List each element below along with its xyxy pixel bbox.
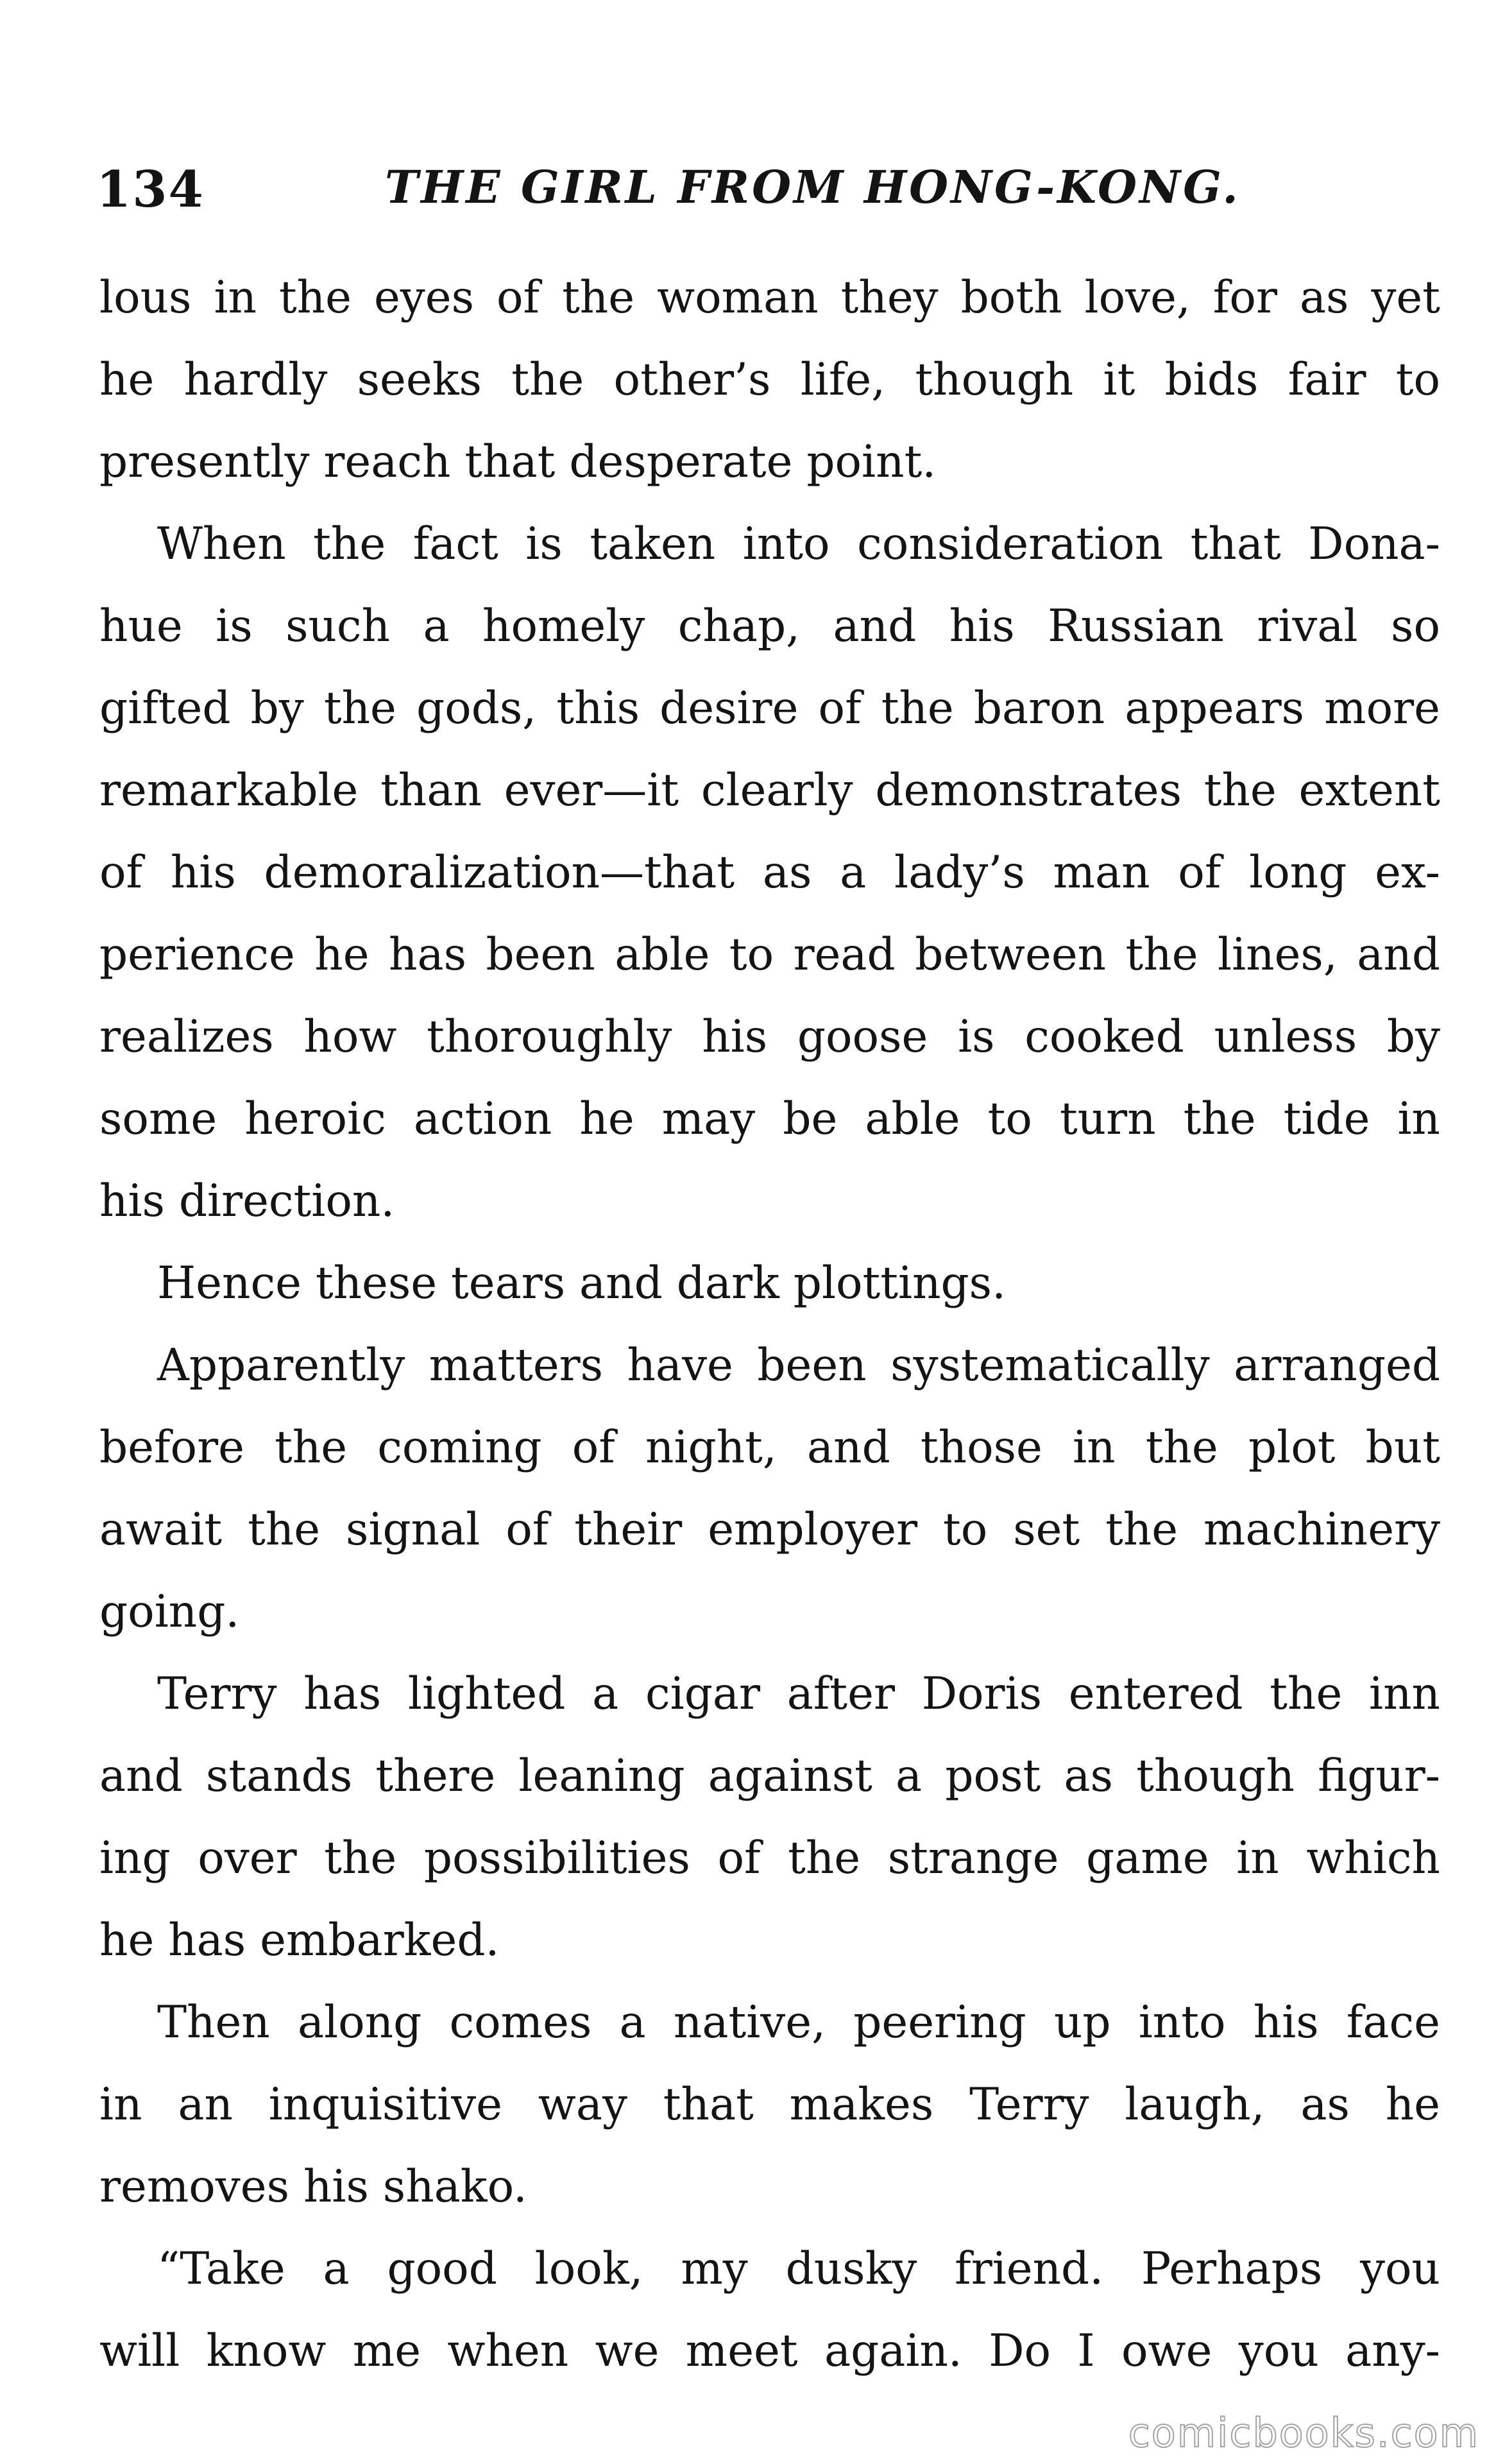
text-line: gifted by the gods, this desire of the baron appears more [99, 683, 1440, 734]
body-text [99, 257, 1440, 2392]
text-line: and stands there leaning against a post as though figur- [99, 1750, 1440, 1802]
text-line: remarkable than ever—it clearly demonstrates the extent [99, 765, 1440, 816]
text-line: removes his shako. [99, 2161, 527, 2212]
text-line: When the fact is taken into consideration that Dona- [157, 518, 1440, 570]
text-line: some heroic action he may be able to turn the tide in [99, 1093, 1440, 1145]
watermark: comicbooks.com [1128, 2409, 1479, 2456]
running-title: THE GIRL FROM HONG-KONG. [385, 160, 1241, 214]
text-line: presently reach that desperate point. [99, 436, 937, 488]
text-line: Then along comes a native, peering up into his face [157, 1997, 1440, 2048]
text-line: will know me when we meet again. Do I owe you any- [99, 2325, 1440, 2377]
text-line: realizes how thoroughly his goose is cooked unless by [99, 1011, 1440, 1063]
text-line: his direction. [99, 1176, 395, 1227]
text-line: going. [99, 1586, 240, 1638]
text-line: await the signal of their employer to set the machinery [99, 1504, 1440, 1555]
text-line: Apparently matters have been systematically arranged [157, 1340, 1440, 1391]
text-line: lous in the eyes of the woman they both love, for as yet [99, 272, 1440, 323]
text-line: Hence these tears and dark plottings. [157, 1258, 1007, 1309]
text-line: perience he has been able to read between the lines, and [99, 929, 1440, 980]
text-line: in an inquisitive way that makes Terry laugh, as he [99, 2079, 1440, 2130]
page-header [96, 160, 1443, 231]
text-line: of his demoralization—that as a lady’s man of long ex- [99, 847, 1440, 898]
text-line: hue is such a homely chap, and his Russian rival so [99, 601, 1440, 652]
text-line: he hardly seeks the other’s life, though it bids fair to [99, 354, 1440, 406]
text-line: before the coming of night, and those in the plot but [99, 1422, 1440, 1473]
text-line: he has embarked. [99, 1915, 500, 1966]
text-line: ing over the possibilities of the strange game in which [99, 1833, 1440, 1884]
page-number: 134 [96, 160, 205, 219]
text-line: Terry has lighted a cigar after Doris entered the inn [157, 1668, 1440, 1720]
text-line: “Take a good look, my dusky friend. Perhaps you [157, 2243, 1440, 2295]
